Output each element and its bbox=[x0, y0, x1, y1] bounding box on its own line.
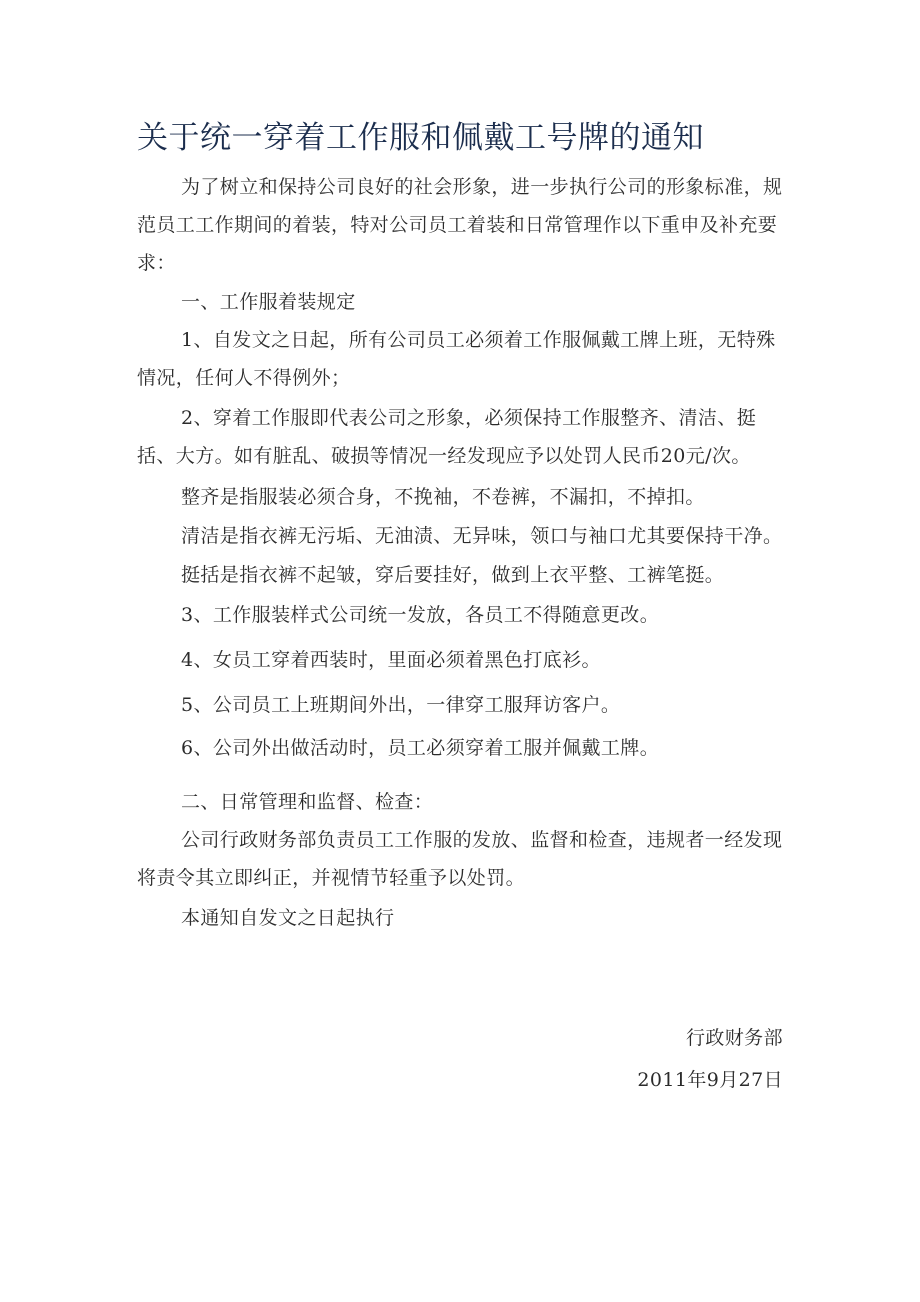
section2-heading: 二、日常管理和监督、检查： bbox=[181, 791, 434, 813]
intro-paragraph: 为了树立和保持公司良好的社会形象，进一步执行公司的形象标准，规范员工工作期间的着装，特对公司员工着装和日常管理作以下重申及补充要求： bbox=[137, 176, 783, 274]
rule-item-5: 5、公司员工上班期间外出，一律穿工服拜访客户。 bbox=[181, 694, 621, 716]
rule-item-3: 3、工作服装样式公司统一发放，各员工不得随意更改。 bbox=[181, 604, 660, 626]
signature-date: 2011年9月27日 bbox=[637, 1069, 783, 1091]
definition-neat: 整齐是指服装必须合身，不挽袖，不卷裤，不漏扣，不掉扣。 bbox=[181, 486, 705, 508]
section2-body: 公司行政财务部负责员工工作服的发放、监督和检查，违规者一经发现将责令其立即纠正，并视情节轻重予以处罚。 bbox=[137, 829, 783, 889]
definition-clean: 清洁是指衣裤无污垢、无油渍、无异味，领口与袖口尤其要保持干净。 bbox=[181, 525, 783, 547]
closing-statement: 本通知自发文之日起执行 bbox=[181, 907, 395, 929]
rule-item-6: 6、公司外出做活动时，员工必须穿着工服并佩戴工牌。 bbox=[181, 737, 660, 759]
rule-item-2: 2、穿着工作服即代表公司之形象，必须保持工作服整齐、清洁、挺括、大方。如有脏乱、破损等情况一经发现应予以处罚人民币20元/次。 bbox=[137, 407, 757, 467]
signature-department: 行政财务部 bbox=[685, 1027, 783, 1049]
definition-crisp: 挺括是指衣裤不起皱，穿后要挂好，做到上衣平整、工裤笔挺。 bbox=[181, 564, 725, 586]
section1-heading: 一、工作服着装规定 bbox=[181, 291, 356, 313]
document-title: 关于统一穿着工作服和佩戴工号牌的通知 bbox=[137, 120, 704, 156]
rule-item-1: 1、自发文之日起，所有公司员工必须着工作服佩戴工牌上班，无特殊情况，任何人不得例外； bbox=[137, 329, 776, 389]
rule-item-4: 4、女员工穿着西装时，里面必须着黑色打底衫。 bbox=[181, 649, 601, 671]
